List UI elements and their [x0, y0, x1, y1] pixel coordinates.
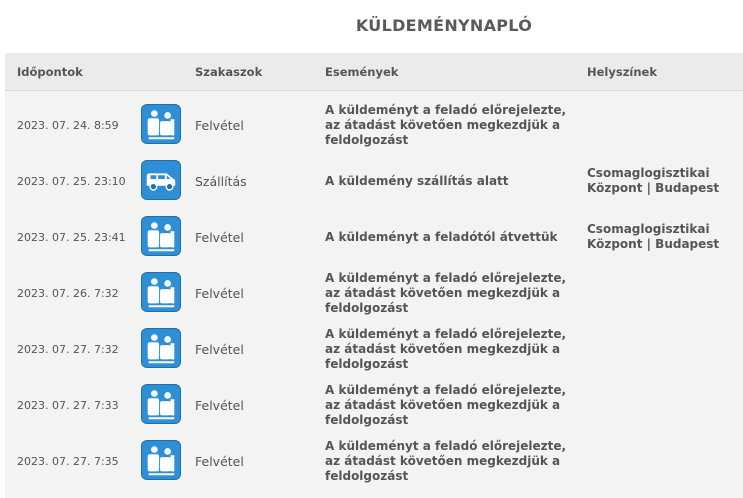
table-row: [5, 97, 743, 153]
row-stage: Szállítás: [195, 174, 247, 189]
row-date: 2023. 07. 25. 23:41: [17, 231, 126, 244]
row-event: A küldeményt a feladó előrejelezte, az átadást követően megkezdjük a feldolgozást: [325, 327, 567, 371]
row-stage: Felvétel: [195, 398, 244, 413]
package-pickup-icon: [141, 440, 181, 480]
row-event: A küldeményt a feladó előrejelezte, az átadást követően megkezdjük a feldolgozást: [325, 271, 567, 315]
row-date: 2023. 07. 25. 23:10: [17, 175, 126, 188]
delivery-van-icon: [141, 160, 181, 200]
row-stage: Felvétel: [195, 118, 244, 133]
row-date: 2023. 07. 24. 8:59: [17, 119, 119, 132]
package-pickup-icon: [141, 104, 181, 144]
row-event: A küldemény szállítás alatt: [325, 174, 509, 188]
package-pickup-icon: [141, 384, 181, 424]
page-title: KÜLDEMÉNYNAPLÓ: [355, 16, 533, 35]
row-event: A küldeményt a feladó előrejelezte, az átadást követően megkezdjük a feldolgozást: [325, 103, 567, 147]
row-stage: Felvétel: [195, 230, 244, 245]
table-row: [5, 433, 743, 489]
shipment-log-table: [5, 53, 743, 498]
package-pickup-icon: [141, 272, 181, 312]
header-times: Időpontok: [17, 65, 83, 79]
row-date: 2023. 07. 27. 7:35: [17, 455, 119, 468]
table-row: [5, 377, 743, 433]
row-stage: Felvétel: [195, 286, 244, 301]
row-place: Csomaglogisztikai Központ | Budapest: [587, 222, 720, 251]
row-date: 2023. 07. 26. 7:32: [17, 287, 119, 300]
table-row: [5, 153, 743, 209]
row-event: A küldeményt a feladótól átvettük: [325, 230, 558, 244]
table-row: [5, 209, 743, 265]
row-stage: Felvétel: [195, 454, 244, 469]
table-row: [5, 265, 743, 321]
header-stages: Szakaszok: [195, 65, 263, 79]
row-event: A küldeményt a feladó előrejelezte, az átadást követően megkezdjük a feldolgozást: [325, 439, 567, 483]
package-pickup-icon: [141, 328, 181, 368]
row-date: 2023. 07. 27. 7:33: [17, 399, 119, 412]
row-event: A küldeményt a feladó előrejelezte, az átadást követően megkezdjük a feldolgozást: [325, 383, 567, 427]
table-row: [5, 321, 743, 377]
header-places: Helyszínek: [587, 65, 657, 79]
row-date: 2023. 07. 27. 7:32: [17, 343, 119, 356]
row-stage: Felvétel: [195, 342, 244, 357]
row-place: Csomaglogisztikai Központ | Budapest: [587, 166, 720, 195]
header-events: Események: [325, 65, 399, 79]
package-pickup-icon: [141, 216, 181, 256]
table-header: [5, 53, 743, 91]
